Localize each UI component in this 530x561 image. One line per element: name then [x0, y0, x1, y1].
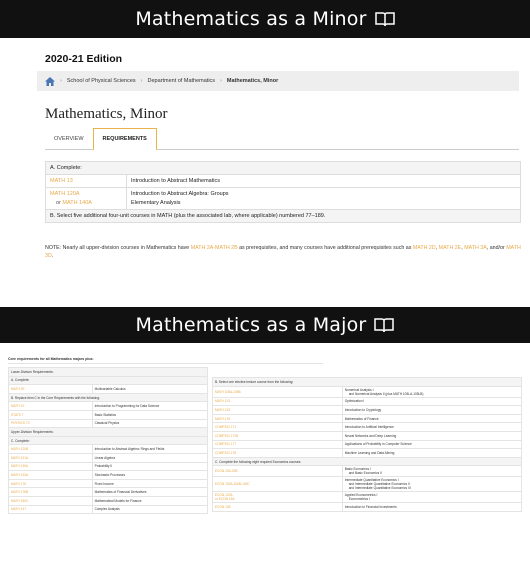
table-row	[213, 423, 522, 432]
course-title-cell	[92, 488, 207, 497]
table-row	[213, 386, 522, 397]
course-code-cell	[9, 453, 93, 462]
major-requirements-right	[212, 377, 522, 512]
course-title: Mathematics of Finance	[344, 416, 379, 421]
course-code-cell	[213, 477, 343, 492]
tab-overview[interactable]: OVERVIEW	[54, 136, 84, 142]
table-row	[9, 462, 208, 471]
course-title-cell	[342, 414, 521, 423]
course-title: Basic Statistics	[94, 412, 117, 417]
course-code-link[interactable]: or ECON 15A	[215, 497, 235, 502]
course-title-cell	[92, 453, 207, 462]
table-row	[213, 397, 522, 406]
breadcrumb-current: Mathematics, Minor	[226, 78, 279, 84]
table-row	[9, 402, 208, 411]
section-header: Upper-Division Requirements:	[9, 428, 208, 437]
course-title: and Intermediate Quantitative Economics II	[348, 482, 410, 487]
course-code-link[interactable]: MATH 10	[11, 404, 25, 409]
course-code-link[interactable]: MATH 176	[215, 416, 230, 421]
course-title: Mathematics of Financial Derivatives	[94, 490, 147, 495]
course-title-cell	[342, 386, 521, 397]
course-title: Complex Analysis	[94, 507, 120, 512]
course-code-link[interactable]: MATH 105A-105B	[215, 389, 241, 394]
course-code-link[interactable]: COMPSCI 171	[215, 425, 237, 430]
table-row	[9, 445, 208, 454]
course-title: and Intermediate Quantitative Economics III	[348, 486, 411, 491]
course-title: Basic Economics I	[344, 467, 371, 472]
course-title-cell	[92, 445, 207, 454]
table-row	[46, 175, 521, 188]
course-title: Introduction to Abstract Algebra: Rings and Fields	[94, 447, 165, 452]
course-code-link[interactable]: MATH 140A	[62, 200, 92, 206]
course-code-cell	[213, 431, 343, 440]
table-row	[9, 505, 208, 514]
breadcrumb	[37, 71, 519, 91]
table-row	[213, 449, 522, 458]
section-header-row	[213, 457, 522, 466]
breadcrumb-separator: ›	[60, 78, 62, 84]
course-title-cell	[342, 431, 521, 440]
note-text: as prerequisites, and many courses have additional prerequisites such as	[239, 245, 412, 251]
table-row	[213, 503, 522, 512]
page-title: Mathematics, Minor	[45, 106, 168, 122]
major-catalog-page	[0, 343, 530, 561]
course-title-cell	[92, 479, 207, 488]
course-code-cell	[9, 410, 93, 419]
breadcrumb-separator: ›	[140, 78, 143, 84]
course-code-link[interactable]: MATH 130A	[11, 464, 29, 469]
section-header: B. Select one elective lecture course from the following:	[213, 378, 522, 387]
major-banner-title: Mathematics as a Major	[135, 314, 367, 336]
course-title: Machine Learning and Data-Mining	[344, 450, 395, 455]
requirements-section-a	[46, 162, 521, 175]
table-row	[46, 188, 521, 210]
core-requirements-header: Core requirements for all Mathematics majors plus:	[8, 357, 323, 364]
course-code-cell	[9, 479, 93, 488]
course-title: Introduction to Abstract Algebra: Groups	[131, 191, 229, 197]
section-header-row	[9, 428, 208, 437]
course-title: and Numerical Analysis II (plus MATH 105LA-105LB)	[348, 391, 424, 396]
course-code-cell	[9, 402, 93, 411]
breadcrumb-school[interactable]: School of Physical Sciences	[66, 78, 136, 84]
course-title-cell	[92, 419, 207, 428]
edition-label: 2020-21 Edition	[45, 53, 123, 65]
course-title: Probability II	[94, 464, 113, 469]
table-row	[9, 453, 208, 462]
course-code-cell	[9, 462, 93, 471]
note-link[interactable]: MATH 2E	[438, 245, 462, 251]
table-row	[9, 385, 208, 394]
book-icon	[374, 317, 394, 333]
note-link[interactable]: MATH 2A-MATH 2B	[190, 245, 238, 251]
table-row	[9, 419, 208, 428]
course-code-link[interactable]: COMPSCI 172B	[215, 433, 239, 438]
course-title: Stochastic Processes	[94, 472, 126, 477]
course-code-cell	[213, 386, 343, 397]
table-row	[9, 410, 208, 419]
course-title: Introduction to Programming for Data Science	[94, 404, 160, 409]
course-code-cell	[9, 505, 93, 514]
course-code-cell	[213, 492, 343, 503]
home-icon[interactable]	[45, 77, 55, 86]
course-title-cell	[92, 462, 207, 471]
course-code-cell	[213, 449, 343, 458]
course-code-cell	[9, 419, 93, 428]
course-title: Introduction to Artificial Intelligence	[344, 425, 394, 430]
course-title-cell	[342, 440, 521, 449]
section-header-row	[9, 436, 208, 445]
course-title: Linear Algebra	[94, 455, 116, 460]
course-title-cell	[92, 385, 207, 394]
course-code-link[interactable]: MATH 113	[215, 399, 230, 404]
course-code-link[interactable]: COMPSCI 177	[215, 442, 237, 447]
course-code-link[interactable]: MATH 176B	[11, 490, 29, 495]
course-code-link[interactable]: ECON 135	[215, 505, 231, 510]
requirements-table	[45, 161, 521, 223]
tab-bar	[45, 128, 519, 150]
course-title-cell	[342, 492, 521, 503]
course-code-link[interactable]: ECON 20A-20B	[215, 469, 238, 474]
breadcrumb-department[interactable]: Department of Mathematics	[147, 78, 216, 84]
course-code-cell	[213, 440, 343, 449]
course-code-link[interactable]: MATH 133	[215, 407, 230, 412]
minor-banner	[0, 0, 530, 38]
major-requirements-left	[8, 367, 208, 514]
section-header-row	[9, 376, 208, 385]
course-code-cell	[46, 188, 127, 210]
course-title: Fixed Income	[94, 481, 114, 486]
course-title: Applications of Probability in Computer Science	[344, 442, 412, 447]
course-title: Neural Networks and Deep Learning	[344, 433, 397, 438]
course-title: Introduction to Financial Investments	[344, 505, 397, 510]
section-header: B. Replace item C in the Core Requirements with the following:	[9, 393, 208, 402]
table-row	[9, 471, 208, 480]
or-label: or	[56, 200, 61, 206]
course-code-cell	[213, 503, 343, 512]
breadcrumb-separator: ›	[220, 78, 222, 84]
section-header: C. Complete:	[9, 436, 208, 445]
course-title-cell	[342, 449, 521, 458]
section-header-row	[9, 393, 208, 402]
course-code-cell	[213, 397, 343, 406]
course-code-link[interactable]: ECON 122A	[215, 493, 233, 498]
table-row	[213, 477, 522, 492]
course-code-cell	[213, 423, 343, 432]
course-title-cell	[342, 466, 521, 477]
major-banner	[0, 307, 530, 343]
note-link[interactable]: MATH 2D	[412, 245, 436, 251]
requirements-section-b	[46, 210, 521, 223]
tab-requirements[interactable]: REQUIREMENTS	[93, 128, 157, 151]
course-title: Multivariable Calculus	[94, 386, 126, 391]
course-title: Introduction to Abstract Mathematics	[127, 175, 521, 188]
table-row	[213, 440, 522, 449]
table-row	[9, 488, 208, 497]
course-title: Econometrics I	[348, 497, 370, 502]
course-title-cell	[92, 505, 207, 514]
course-code-link[interactable]: COMPSCI 178	[215, 450, 237, 455]
course-title: Applied Econometrics I	[344, 493, 378, 498]
section-b-header: B. Select five additional four-unit courses in MATH (plus the associated lab, where applicable) numbered 77–189.	[46, 210, 521, 223]
course-code-link[interactable]: MATH 13	[46, 175, 127, 188]
course-code-cell	[213, 466, 343, 477]
course-title: Numerical Analysis I	[344, 387, 374, 392]
note-text: and/or	[489, 245, 505, 251]
table-row	[213, 431, 522, 440]
table-row	[9, 479, 208, 488]
course-code-link[interactable]: MATH 120B	[11, 447, 29, 452]
section-header-row	[9, 368, 208, 377]
section-header: Lower-Division Requirements:	[9, 368, 208, 377]
table-row	[213, 414, 522, 423]
course-title: Optimization I	[344, 399, 365, 404]
course-title-cell	[92, 410, 207, 419]
course-code-cell	[9, 445, 93, 454]
course-title: Classical Physics	[94, 421, 120, 426]
minor-catalog-page	[0, 38, 530, 300]
course-code-link[interactable]: MATH 2E	[11, 386, 25, 391]
minor-banner-title: Mathematics as a Minor	[135, 8, 367, 30]
course-title-cell	[92, 496, 207, 505]
course-code-link[interactable]: MATH 176	[11, 481, 26, 486]
section-header-row	[213, 378, 522, 387]
course-title-cell	[342, 423, 521, 432]
course-code-link[interactable]: MATH 133A	[11, 472, 29, 477]
book-icon	[375, 11, 395, 27]
course-title: Intermediate Quantitative Economics I	[344, 478, 399, 483]
table-row	[213, 466, 522, 477]
section-header: C. Complete the following eight required Economics courses:	[213, 457, 522, 466]
course-title-cell	[342, 477, 521, 492]
note-link[interactable]: MATH 3A	[464, 245, 487, 251]
course-code-cell	[213, 406, 343, 415]
course-title-cell	[342, 397, 521, 406]
course-code-cell	[9, 385, 93, 394]
course-title: and Basic Economics II	[348, 471, 382, 476]
course-title: Mathematical Models for Finance	[94, 498, 142, 503]
course-title-cell	[92, 471, 207, 480]
course-code-link[interactable]: ECON 100A-100B-100C	[215, 482, 250, 487]
course-code-link[interactable]: MATH 120A	[50, 191, 80, 197]
section-header: A. Complete:	[9, 376, 208, 385]
course-code-link[interactable]: STATS 7	[11, 412, 24, 417]
prerequisite-note: NOTE: Nearly all upper-division courses in Mathematics have MATH 2A-MATH 2B as prerequisites, and many courses have additional prerequisites such as MATH 2D, MATH 2E, MATH 3A, and/or MATH 3D.	[45, 245, 521, 259]
course-code-link[interactable]: MATH 180C	[11, 498, 29, 503]
table-row	[213, 406, 522, 415]
course-code-link[interactable]: PHYSICS 7C	[11, 421, 30, 426]
course-title: Introduction to Cryptology	[344, 407, 382, 412]
course-title-cell	[342, 406, 521, 415]
note-link[interactable]: MATH 3D	[45, 245, 521, 259]
course-title-cell	[92, 402, 207, 411]
course-code-cell	[9, 471, 93, 480]
section-a-header: A. Complete:	[46, 162, 521, 175]
course-code-link[interactable]: MATH 147	[11, 507, 26, 512]
course-code-link[interactable]: MATH 121A	[11, 455, 29, 460]
note-text: .	[51, 253, 54, 259]
course-code-cell	[9, 496, 93, 505]
course-title-cell	[342, 503, 521, 512]
table-row	[9, 496, 208, 505]
note-text: NOTE: Nearly all upper-division courses in Mathematics have	[45, 245, 190, 251]
table-row	[213, 492, 522, 503]
course-title-cell	[127, 188, 521, 210]
course-code-cell	[9, 488, 93, 497]
course-title: Elementary Analysis	[131, 200, 181, 206]
course-code-cell	[213, 414, 343, 423]
